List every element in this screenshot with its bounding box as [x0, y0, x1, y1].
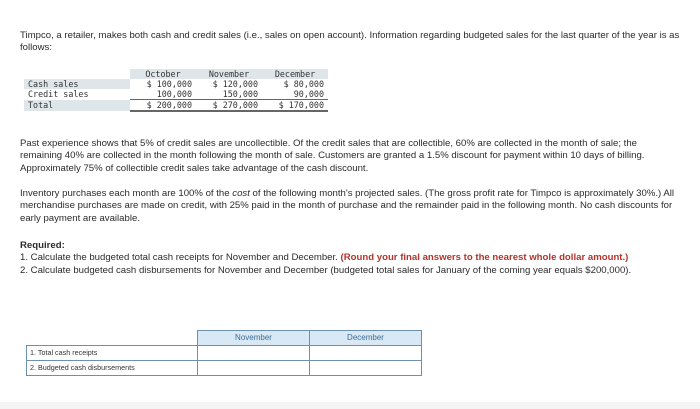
answer-col-november: November	[198, 331, 310, 346]
table-row	[27, 346, 422, 361]
disbursements-november-input[interactable]	[201, 362, 306, 374]
col-header-november: November	[196, 69, 262, 79]
bottom-strip	[0, 402, 700, 409]
row-label-cash-sales: Cash sales	[24, 79, 130, 89]
intro-paragraph: Timpco, a retailer, makes both cash and credit sales (i.e., sales on open account). Information regarding budgeted sales for the last quarter of the year is as follows:	[20, 30, 680, 54]
table-row	[27, 361, 422, 376]
answer-table	[26, 330, 422, 376]
total-october: $ 200,000	[130, 100, 196, 112]
required-section	[20, 240, 680, 277]
required-item-1-text: 1. Calculate the budgeted total cash receipts for November and December.	[20, 252, 338, 264]
answer-cell	[198, 361, 310, 376]
table-row	[24, 100, 328, 112]
row-label-credit-sales: Credit sales	[24, 89, 130, 100]
past-experience-paragraph: Past experience shows that 5% of credit sales are uncollectible. Of the credit sales that are collectible, 60% are collected in the month of sale; the remaining 40% are collected in the month following the month of sale. Customers are granted a 1.5% discount for payment within 10 days of billing. Approximately 75% of collectible credit sales take advantage of the cash discount.	[20, 138, 645, 174]
corner-cell	[24, 69, 130, 79]
answer-cell	[198, 346, 310, 361]
inventory-text-1: Inventory purchases each month are 100% of the	[20, 188, 233, 199]
table-row	[24, 89, 328, 100]
required-item-2: 2. Calculate budgeted cash disbursements for November and December (budgeted total sales for January of the coming year equals $200,000).	[20, 264, 632, 276]
col-header-october: October	[130, 69, 196, 79]
cash-sales-november: $ 120,000	[212, 79, 258, 89]
answer-cell	[310, 361, 422, 376]
cash-sales-october: $ 100,000	[146, 79, 192, 89]
credit-sales-december: 90,000	[262, 89, 328, 100]
col-header-december: December	[262, 69, 328, 79]
table-row	[24, 79, 328, 89]
total-november: $ 270,000	[196, 100, 262, 112]
budgeted-sales-table	[24, 69, 328, 112]
inventory-text-2: of the following month's projected sales. (The gross profit rate for Timpco is approximately 30%.) All merchandise purchases are made on credit, with 25% paid in the month of purchase and the remainder paid in the following month. No cash discounts for early payment are available.	[20, 188, 675, 224]
inventory-paragraph	[20, 188, 680, 225]
row-label-total: Total	[24, 100, 130, 112]
inventory-text-italic: cost	[232, 188, 250, 199]
answer-cell	[310, 346, 422, 361]
answer-corner-cell	[27, 331, 198, 346]
required-item-1	[20, 252, 680, 264]
answer-row-label-disbursements: 2. Budgeted cash disbursements	[27, 361, 198, 376]
required-title: Required:	[20, 240, 65, 251]
answer-col-december: December	[310, 331, 422, 346]
rounding-note: (Round your final answers to the nearest whole dollar amount.)	[340, 252, 629, 264]
disbursements-december-input[interactable]	[313, 362, 418, 374]
credit-sales-october: 100,000	[130, 89, 196, 100]
receipts-december-input[interactable]	[313, 347, 418, 359]
answer-row-label-receipts: 1. Total cash receipts	[27, 346, 198, 361]
total-december: $ 170,000	[262, 100, 328, 112]
cash-sales-december: $ 80,000	[283, 79, 324, 89]
receipts-november-input[interactable]	[201, 347, 306, 359]
credit-sales-november: 150,000	[196, 89, 262, 100]
